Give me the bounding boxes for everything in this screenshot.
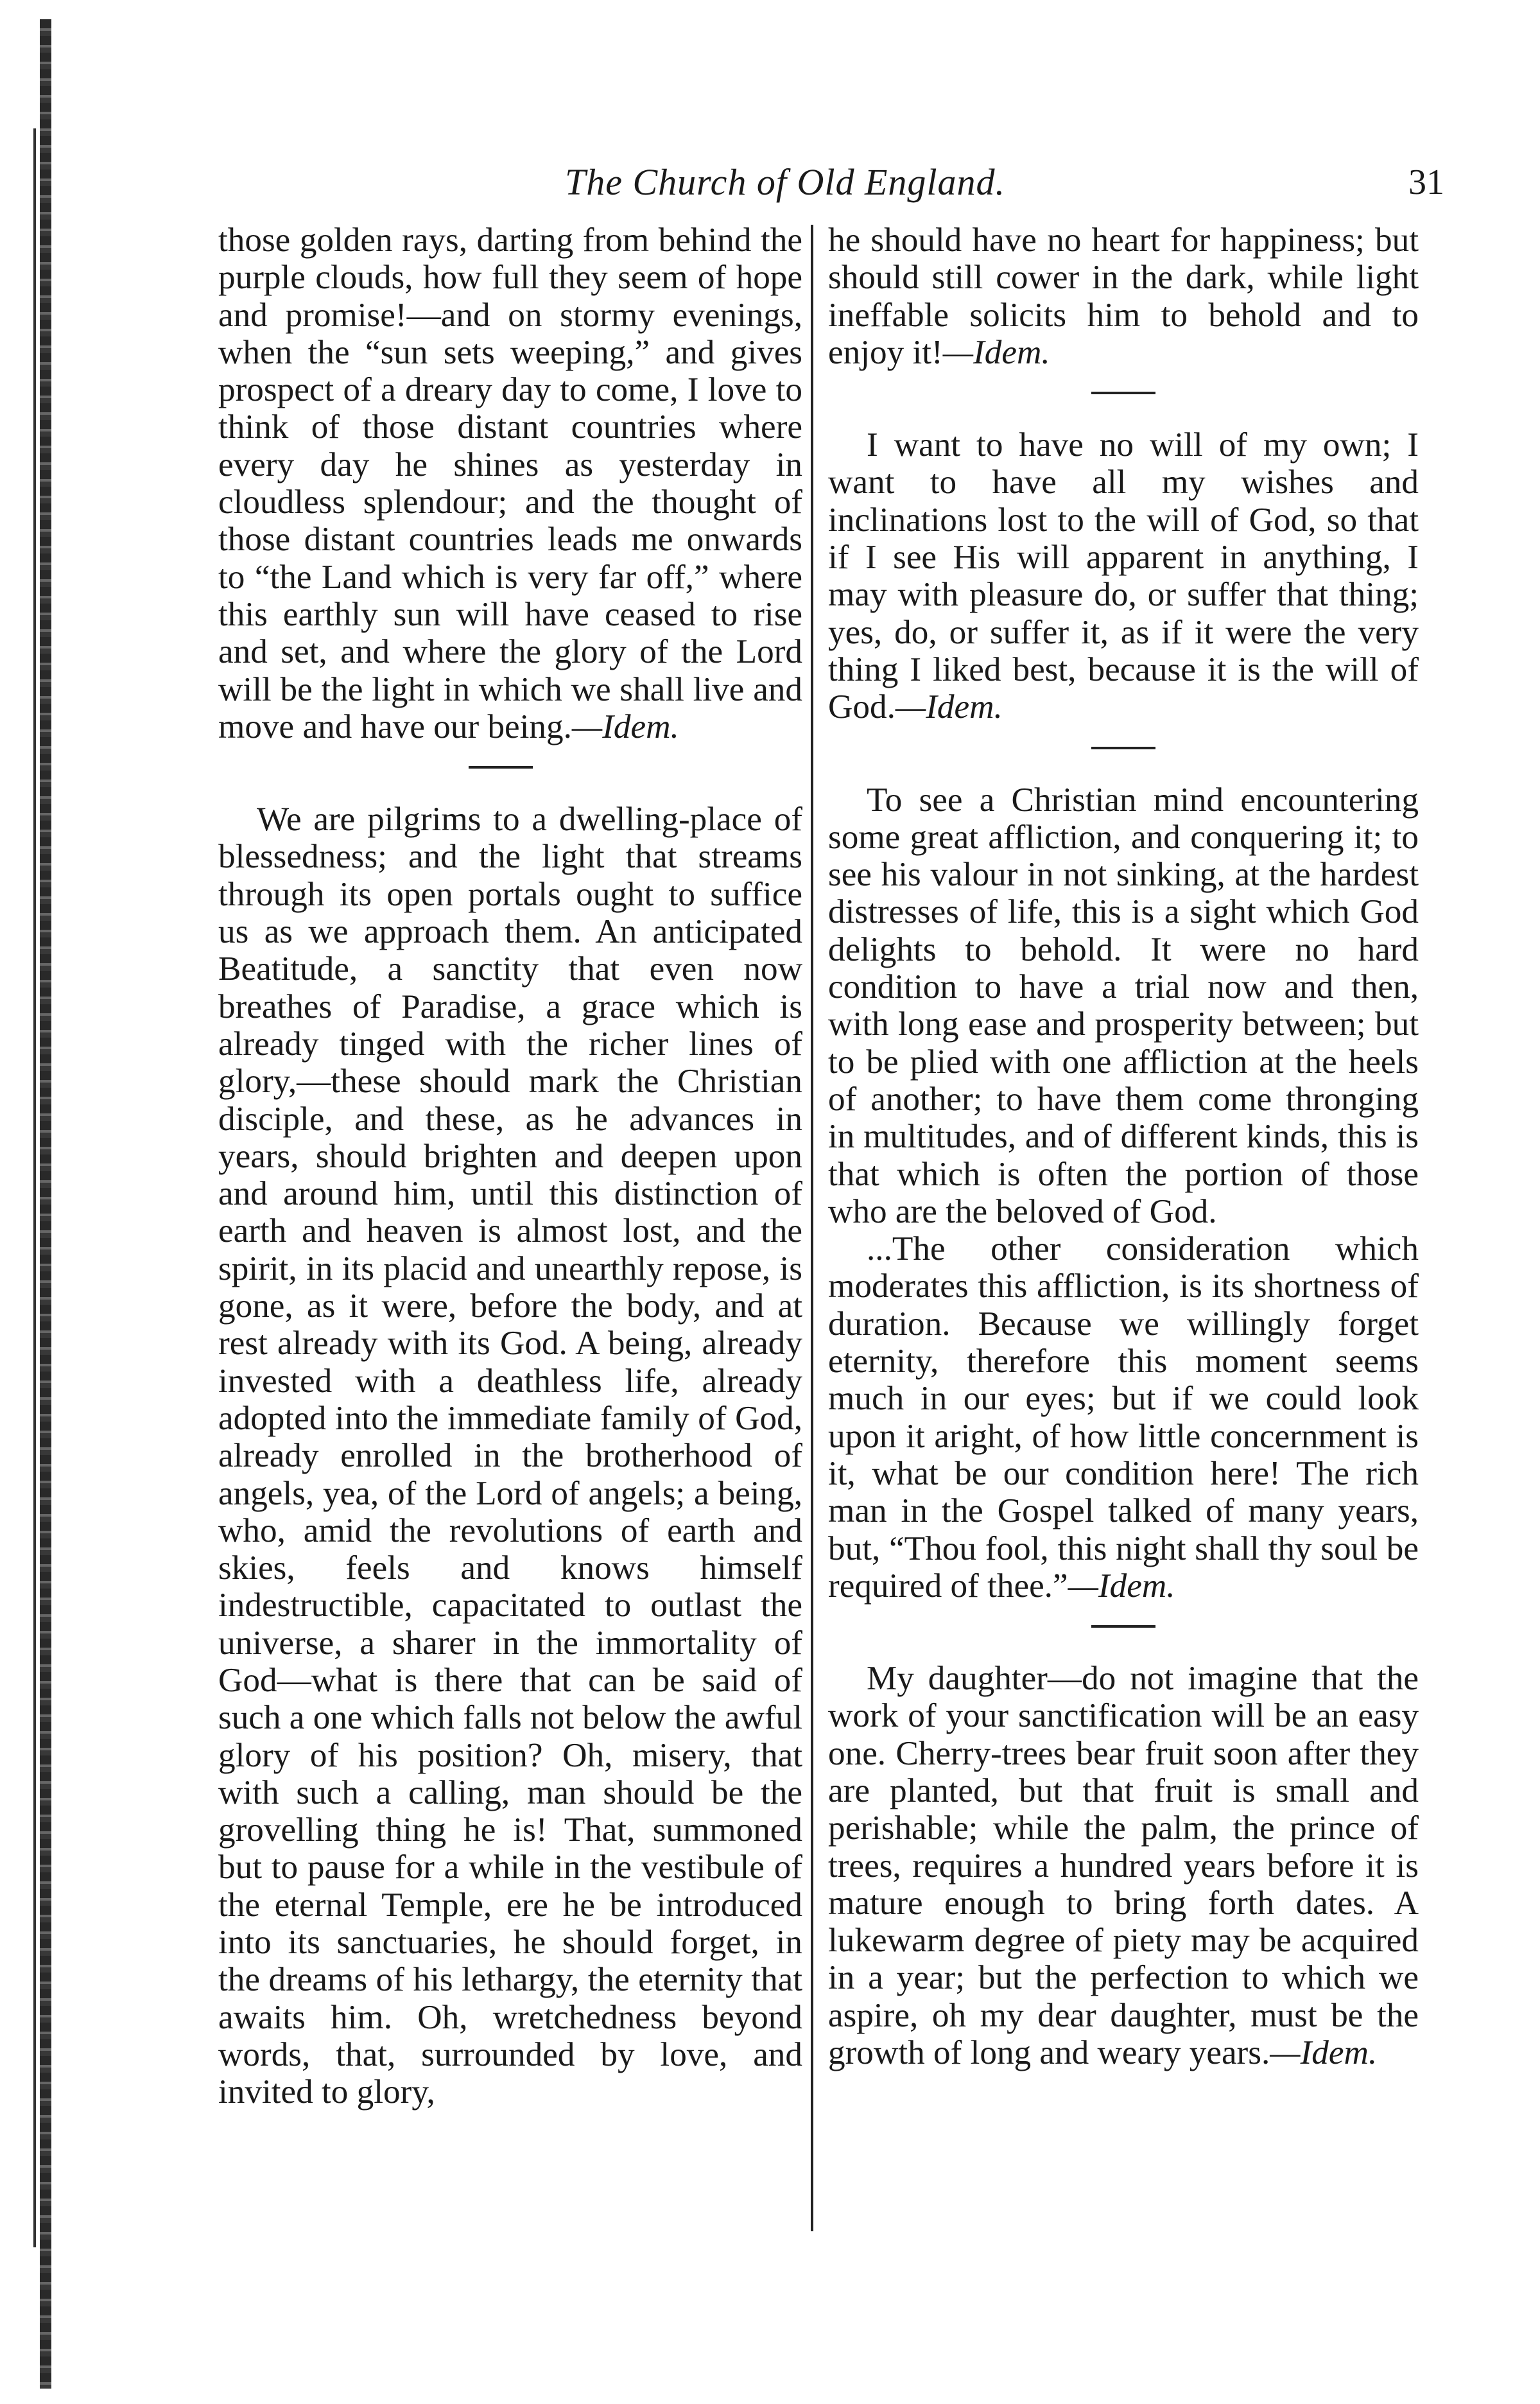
attribution: —Idem. <box>942 333 1050 371</box>
attribution: —Idem. <box>1068 1566 1175 1605</box>
right-paragraph-1-text: he should have no heart for happiness; but should still cower in the dark, while light ineffable solicits him to behold and to enjoy it! <box>828 221 1419 371</box>
column-divider <box>811 225 813 2231</box>
page-number: 31 <box>1408 162 1444 202</box>
attribution: —Idem. <box>1270 2034 1378 2072</box>
right-paragraph-4 <box>828 1230 1419 1605</box>
attribution: —Idem. <box>895 688 1003 726</box>
section-rule <box>469 766 533 769</box>
right-paragraph-5 <box>828 1660 1419 2071</box>
running-head <box>565 161 1444 212</box>
section-rule <box>1091 1625 1155 1628</box>
left-column <box>218 222 802 2111</box>
section-rule <box>1091 747 1155 749</box>
right-paragraph-4-text: ...The other consideration which moderates this affliction, is its shortness of duration. Because we willingly forget eternity, therefore this moment seems much in our eyes; but if we could look upon it aright, of how little concernment is it, what be our condition here! The rich man in the Gospel talked of many years, but, “Thou fool, this night shall thy soul be required of thee.” <box>828 1230 1419 1605</box>
right-paragraph-5-text: My daughter—do not imagine that the work of your sanctification will be an easy one. Cherry-trees bear fruit soon after they are planted, but that fruit is small and perishable; while the palm, the prince of trees, requires a hundred years before it is mature enough to bring forth dates. A lukewarm degree of piety may be acquired in a year; but the perfection to which we aspire, oh my dear daughter, must be the growth of long and weary years. <box>828 1659 1419 2072</box>
right-paragraph-2-text: I want to have no will of my own; I want to have all my wishes and inclinations lost to the will of God, so that if I see His will apparent in anything, I may with pleasure do, or suffer that thing; yes, do, or suffer it, as if it were the very thing I liked best, because it is the will of God. <box>828 426 1419 726</box>
binding-edge <box>40 19 51 2389</box>
left-paragraph-1-text: those golden rays, darting from behind the purple clouds, how full they seem of hope and promise!—and on stormy evenings, when the “sun sets weeping,” and gives prospect of a dreary day to come, I love to think of those distant countries where every day he shines as yesterday in cloudless splendour; and the thought of those distant countries leads me onwards to “the Land which is very far off,” where this earthly sun will have ceased to rise and set, and where the glory of the Lord will be the light in which we shall live and move and have our being. <box>218 221 802 745</box>
right-paragraph-2 <box>828 426 1419 726</box>
running-title: The Church of Old England. <box>565 161 1006 203</box>
attribution: —Idem. <box>571 707 679 745</box>
right-column <box>828 222 1419 2071</box>
section-rule <box>1091 392 1155 394</box>
left-paragraph-1 <box>218 222 802 745</box>
right-paragraph-1 <box>828 222 1419 371</box>
binding-line <box>33 128 36 2247</box>
left-paragraph-2: We are pilgrims to a dwelling-place of blessedness; and the light that streams through its open portals ought to suffice us as we approach them. An anticipated Beatitude, a sanctity that even now breathes of Paradise, a grace which is already tinged with the richer lines of glory,—these should mark the Christian disciple, and these, as he advances in years, should brighten and deepen upon and around him, until this distinction of earth and heaven is almost lost, and the spirit, in its placid and unearthly repose, is gone, as it were, before the body, and at rest already with its God. A being, already invested with a deathless life, already adopted into the immediate family of God, already enrolled in the brotherhood of angels, yea, of the Lord of angels; a being, who, amid the revolutions of earth and skies, feels and knows himself indestructible, capacitated to outlast the universe, a sharer in the immortality of God—what is there that can be said of such a one which falls not below the awful glory of his position? Oh, misery, that with such a calling, man should be the grovelling thing he is! That, summoned but to pause for a while in the vestibule of the eternal Temple, ere he be introduced into its sanctuaries, he should forget, in the dreams of his lethargy, the eternity that awaits him. Oh, wretchedness beyond words, that, surrounded by love, and invited to glory, <box>218 800 802 2111</box>
right-paragraph-3: To see a Christian mind encountering some great affliction, and conquering it; to see his valour in not sinking, at the hardest distresses of life, this is a sight which God delights to behold. It were no hard condition to have a trial now and then, with long ease and prosperity between; but to be plied with one affliction at the heels of another; to have them come thronging in multitudes, and of different kinds, this is that which is often the portion of those who are the beloved of God. <box>828 780 1419 1230</box>
